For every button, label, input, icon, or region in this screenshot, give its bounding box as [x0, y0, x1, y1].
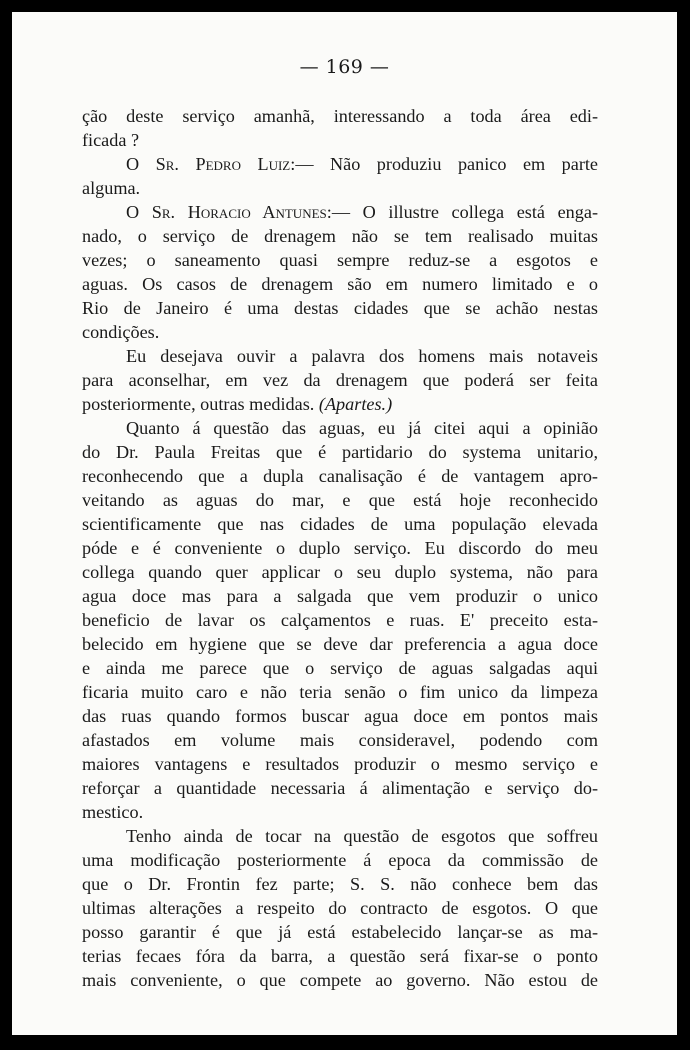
text-line: vezes; o saneamento quasi sempre reduz-se a esgotos e: [82, 250, 598, 270]
speech-text: posteriormente, outras medidas.: [82, 394, 315, 414]
text-line: [82, 152, 598, 176]
text-line: que o Dr. Frontin fez parte; S. S. não conhece bem das: [82, 874, 598, 894]
text-line: [82, 200, 598, 224]
speech-text: — O illustre collega está enga-: [331, 202, 598, 222]
text-line: ficaria muito caro e não teria senão o fim unico da limpeza: [82, 682, 598, 702]
text-line: póde e é conveniente o duplo serviço. Eu discordo do meu: [82, 538, 598, 558]
text-line: e ainda me parece que o serviço de aguas salgadas aqui: [82, 658, 598, 678]
text-line: aguas. Os casos de drenagem são em numero limitado e o: [82, 274, 598, 294]
text-line: reforçar a quantidade necessaria á alimentação e serviço do-: [82, 778, 598, 798]
text-line: collega quando quer applicar o seu duplo systema, não para: [82, 562, 598, 582]
text-line: Rio de Janeiro é uma destas cidades que se achão nestas: [82, 298, 598, 318]
text-line: posso garantir é que já está estabelecido lançar-se as ma-: [82, 922, 598, 942]
text-line: ficada ?: [82, 130, 140, 150]
book-page: [12, 12, 677, 1035]
text-line: uma modificação posteriormente á epoca da commissão de: [82, 850, 598, 870]
text-line: belecido em hygiene que se deve dar preferencia a agua doce: [82, 634, 598, 654]
text-line: beneficio de lavar os calçamentos e ruas. E' preceito esta-: [82, 610, 598, 630]
aside-note: (Apartes.): [318, 394, 393, 414]
text-line: Eu desejava ouvir a palavra dos homens mais notaveis: [126, 346, 598, 366]
text-line: terias fecaes fóra da barra, a questão será fixar-se o ponto: [82, 946, 598, 966]
page-number: — 169 —: [299, 56, 390, 78]
text-line: ção deste serviço amanhã, interessando a toda área edi-: [82, 106, 598, 126]
text-line: mestico.: [82, 802, 144, 822]
speaker-name: O Sr. Pedro Luiz:: [126, 154, 296, 174]
text-line: mais conveniente, o que compete ao governo. Não estou de: [82, 970, 598, 990]
text-line: nado, o serviço de drenagem não se tem realisado muitas: [82, 226, 598, 246]
text-line: alguma.: [82, 178, 141, 198]
text-line: reconhecendo que a dupla canalisação é de vantagem apro-: [82, 466, 598, 486]
text-line: Tenho ainda de tocar na questão de esgotos que soffreu: [126, 826, 598, 846]
text-line: Quanto á questão das aguas, eu já citei aqui a opinião: [126, 418, 598, 438]
text-line: agua doce mas para a salgada que vem produzir o unico: [82, 586, 598, 606]
speaker-name: O Sr. Horacio Antunes:: [126, 202, 332, 222]
text-line: afastados em volume mais consideravel, podendo com: [82, 730, 598, 750]
text-line: para aconselhar, em vez da drenagem que poderá ser feita: [82, 370, 598, 390]
speech-text: — Não produziu panico em parte: [295, 154, 599, 174]
text-line: veitando as aguas do mar, e que está hoje reconhecido: [82, 490, 598, 510]
text-line: ultimas alterações a respeito do contracto de esgotos. O que: [82, 898, 598, 918]
text-line: maiores vantagens e resultados produzir o mesmo serviço e: [82, 754, 598, 774]
text-line: condições.: [82, 322, 160, 342]
text-line: scientificamente que nas cidades de uma população elevada: [82, 514, 598, 534]
body-text: [82, 104, 598, 992]
text-line: das ruas quando formos buscar agua doce em pontos mais: [82, 706, 598, 726]
text-line: do Dr. Paula Freitas que é partidario do systema unitario,: [82, 442, 598, 462]
text-line: [82, 392, 598, 416]
